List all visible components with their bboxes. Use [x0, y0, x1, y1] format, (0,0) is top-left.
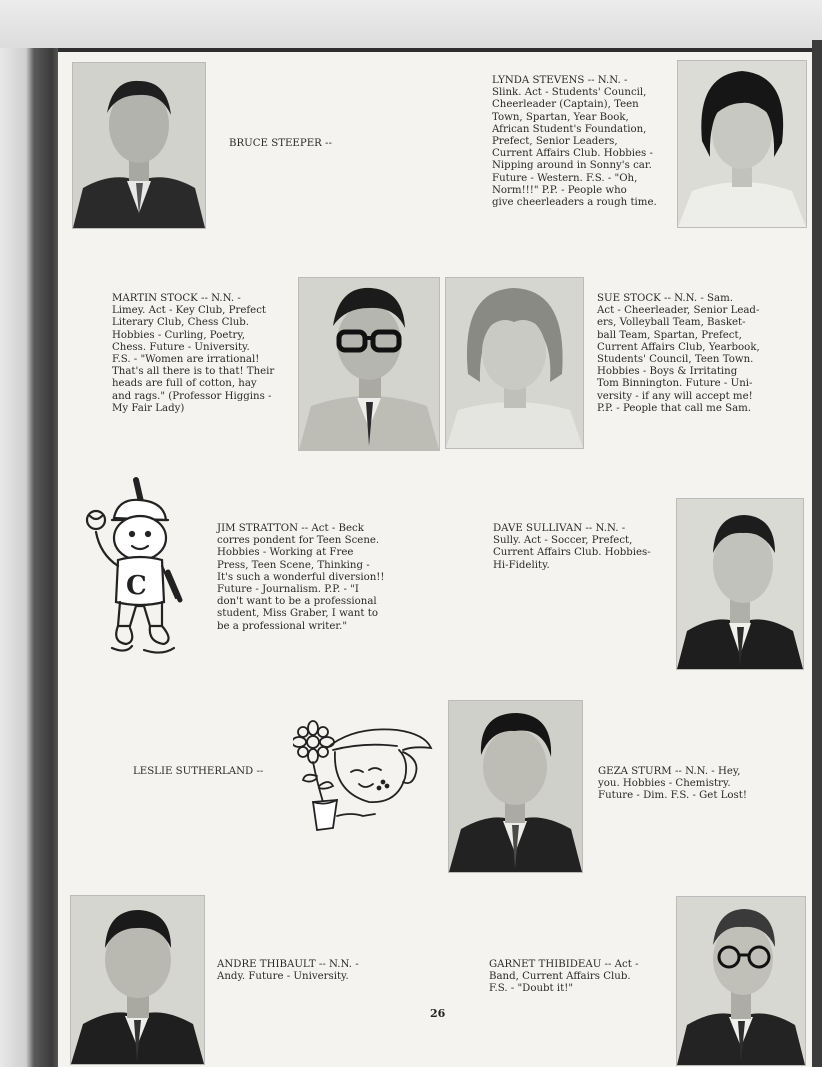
page-edge-right: [812, 40, 822, 1067]
svg-text:C: C: [126, 571, 147, 601]
photo-sue-stock: [445, 277, 584, 449]
cartoon-girl-with-flower: [293, 720, 435, 840]
photo-bruce-steeper: [72, 62, 206, 229]
photo-garnet-thibideau: [676, 896, 806, 1066]
bio-martin-stock: MARTIN STOCK -- N.N. - Limey. Act - Key Club, Prefect Literary Club, Chess Club. Hobbies - Curling, Poetry, Chess. Future - University. F.S. - "Women are irrational! That's all there is to that! Their heads are full of cotton, hay and rags." (Professor Higgins - My Fair Lady): [112, 293, 275, 414]
photo-dave-sullivan: [676, 498, 804, 670]
bio-bruce-steeper: BRUCE STEEPER --: [229, 138, 332, 149]
page-binding: [0, 48, 58, 1067]
bio-andre-thibault: ANDRE THIBAULT -- N.N. - Andy. Future - University.: [217, 959, 359, 983]
photo-geza-sturm: [448, 700, 583, 873]
cartoon-baseball-player: [82, 476, 190, 658]
bio-dave-sullivan: DAVE SULLIVAN -- N.N. - Sully. Act - Soccer, Prefect, Current Affairs Club. Hobbies- Hi-Fidelity.: [493, 523, 651, 571]
bio-garnet-thibideau: GARNET THIBIDEAU -- Act - Band, Current Affairs Club. F.S. - "Doubt it!": [489, 959, 639, 995]
bio-leslie-sutherland: LESLIE SUTHERLAND --: [133, 766, 264, 777]
bio-geza-sturm: GEZA STURM -- N.N. - Hey, you. Hobbies - Chemistry. Future - Dim. F.S. - Get Lost!: [598, 766, 747, 802]
page-number: 26: [430, 1007, 446, 1020]
photo-lynda-stevens: [677, 60, 807, 228]
bio-lynda-stevens: LYNDA STEVENS -- N.N. - Slink. Act - Students' Council, Cheerleader (Captain), Teen Town, Spartan, Year Book, African Student's Foundation, Prefect, Senior Leaders, Current Affairs Club. Hobbies - Nipping around in Sonny's car. Future - Western. F.S. - "Oh, Norm!!!" P.P. - People who give cheerleaders a rough time.: [492, 75, 657, 209]
photo-martin-stock: [298, 277, 440, 451]
bio-sue-stock: SUE STOCK -- N.N. - Sam. Act - Cheerleader, Senior Lead- ers, Volleyball Team, Basket- ball Team, Spartan, Prefect, Current Affairs Club, Yearbook, Students' Council, Teen Town. Hobbies - Boys & Irritating Tom Binnington. Future - Uni- versity - if any will accept me! P.P. - People that call me Sam.: [597, 293, 760, 414]
photo-andre-thibault: [70, 895, 205, 1065]
scan-background-top: [0, 0, 822, 48]
bio-jim-stratton: JIM STRATTON -- Act - Beck corres pondent for Teen Scene. Hobbies - Working at Free Press, Teen Scene, Thinking - It's such a wonderful diversion!! Future - Journalism. P.P. - "I don't want to be a professional student, Miss Graber, I want to be a professional writer.": [217, 523, 385, 632]
